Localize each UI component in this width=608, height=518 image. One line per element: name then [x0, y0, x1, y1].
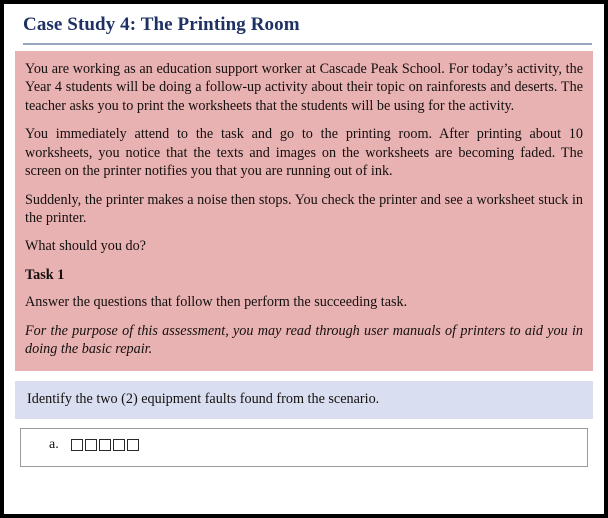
task-instruction: Answer the questions that follow then perform the succeeding task. — [25, 294, 408, 311]
scenario-block — [15, 51, 593, 371]
answer-response-box[interactable] — [20, 428, 588, 467]
question-text: Identify the two (2) equipment faults found from the scenario. — [27, 390, 380, 407]
empty-square-icon[interactable] — [127, 439, 139, 451]
scenario-paragraph-1: You are working as an education support worker at Cascade Peak School. For today’s activity, the Year 4 students will be doing a follow-up activity about their topic on rainforests and deserts. The teacher asks you to print the worksheets that the students will be using for the activity. — [25, 60, 583, 114]
scenario-prompt: What should you do? — [25, 238, 146, 255]
assessment-note: For the purpose of this assessment, you may read through user manuals of printers to aid you in doing the basic repair. — [25, 322, 583, 358]
empty-square-icon[interactable] — [113, 439, 125, 451]
document-page — [4, 4, 604, 514]
page-title: Case Study 4: The Printing Room — [23, 14, 300, 35]
scenario-paragraph-3: Suddenly, the printer makes a noise then stops. You check the printer and see a worksheet stuck in the printer. — [25, 191, 583, 227]
empty-square-icon[interactable] — [71, 439, 83, 451]
title-divider — [23, 43, 592, 45]
empty-square-icon[interactable] — [99, 439, 111, 451]
task-heading: Task 1 — [25, 266, 65, 283]
empty-square-icon[interactable] — [85, 439, 97, 451]
scenario-paragraph-2: You immediately attend to the task and go to the printing room. After printing about 10 worksheets, you notice that the texts and images on the worksheets are becoming faded. The screen on the printer notifies you that you are running out of ink. — [25, 126, 583, 180]
form-field-squares[interactable] — [71, 439, 139, 451]
question-bar — [15, 381, 593, 420]
answer-item-label: a. — [49, 437, 59, 453]
